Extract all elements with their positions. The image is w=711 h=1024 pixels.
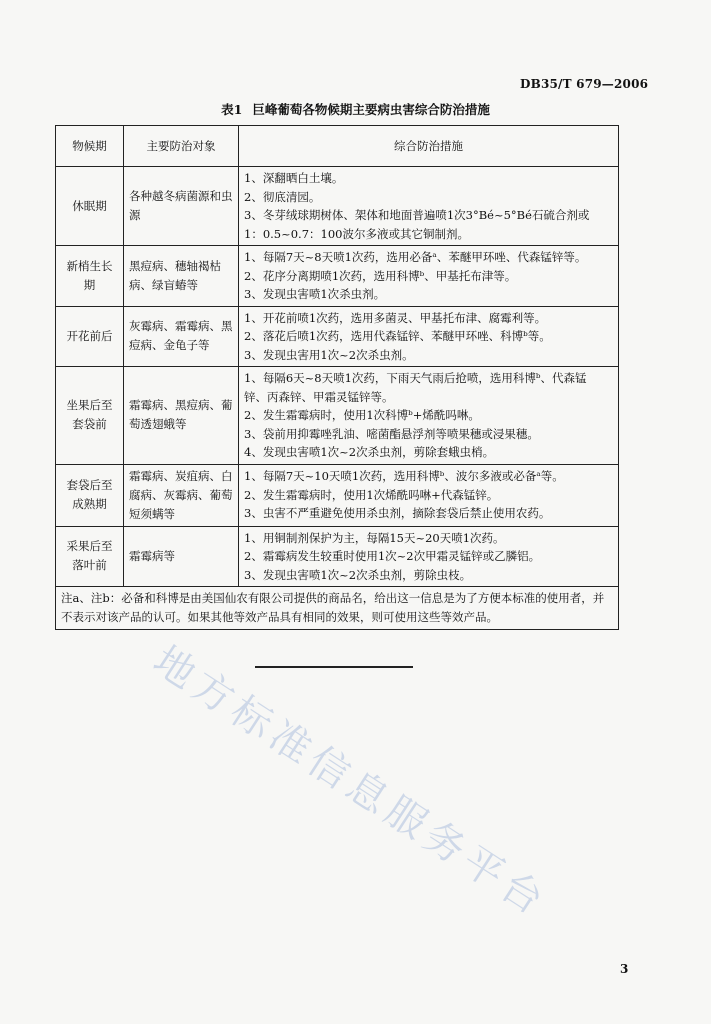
phase-cell: 采果后至落叶前	[56, 526, 124, 587]
watermark: 地方标准信息服务平台	[145, 637, 556, 927]
measure-line: 1、每隔6天~8天喷1次药，下雨天气雨后抢喷，选用科博ᵇ、代森锰	[244, 371, 587, 385]
measure-line: 1、深翻晒白土壤。	[244, 171, 344, 185]
measure-line: 锌、丙森锌、甲霜灵锰锌等。	[244, 389, 394, 404]
measure-line: 3、冬芽绒球期树体、架体和地面普遍喷1次3°Bé~5°Bé石硫合剂或	[244, 208, 590, 222]
table-number: 表1	[221, 102, 243, 117]
column-header-target: 主要防治对象	[124, 126, 239, 167]
table-title	[0, 100, 711, 118]
table-row	[56, 464, 619, 526]
table-row	[56, 246, 619, 307]
measures-cell	[239, 367, 619, 465]
phase-cell: 套袋后至成熟期	[56, 464, 124, 526]
table-row	[56, 167, 619, 246]
end-rule	[255, 666, 413, 668]
measure-line: 2、发生霜霉病时，使用1次烯酰吗啉+代森锰锌。	[244, 487, 499, 502]
control-measures-table	[55, 125, 619, 630]
measure-line: 1、每隔7天~8天喷1次药，选用必备ᵃ、苯醚甲环唑、代森锰锌等。	[244, 250, 587, 264]
measure-line: 2、花序分离期喷1次药，选用科博ᵇ、甲基托布津等。	[244, 268, 517, 283]
table-note: 注a、注b：必备和科博是由美国仙农有限公司提供的商品名，给出这一信息是为了方便本标准的使用者，并不表示对该产品的认可。如果其他等效产品具有相同的效果，则可使用这些等效产品。	[56, 587, 619, 630]
target-cell: 霜霉病等	[124, 526, 239, 587]
phase-cell: 开花前后	[56, 306, 124, 367]
target-cell: 各种越冬病菌源和虫源	[124, 167, 239, 246]
target-cell: 霜霉病、炭疽病、白腐病、灰霉病、葡萄短须螨等	[124, 464, 239, 526]
document-code: DB35/T 679—2006	[520, 77, 649, 91]
measures-cell	[239, 526, 619, 587]
note-row	[56, 587, 619, 630]
measures-cell	[239, 464, 619, 526]
measure-line: 1、用铜制剂保护为主，每隔15天~20天喷1次药。	[244, 530, 505, 545]
phase-cell: 新梢生长期	[56, 246, 124, 307]
phase-cell: 休眠期	[56, 167, 124, 246]
measure-line: 2、落花后喷1次药，选用代森锰锌、苯醚甲环唑、科博ᵇ等。	[244, 329, 551, 343]
measure-line: 3、发现虫害用1次~2次杀虫剂。	[244, 347, 414, 362]
table-row	[56, 306, 619, 367]
measure-line: 3、发现虫害喷1次~2次杀虫剂，剪除虫枝。	[244, 567, 472, 582]
column-header-measures: 综合防治措施	[239, 126, 619, 167]
measure-line: 2、发生霜霉病时，使用1次科博ᵇ+烯酰吗啉。	[244, 408, 480, 422]
target-cell: 灰霉病、霜霉病、黑痘病、金龟子等	[124, 306, 239, 367]
measure-line: 3、虫害不严重避免使用杀虫剂，摘除套袋后禁止使用农药。	[244, 506, 551, 521]
measure-line: 4、发现虫害喷1次~2次杀虫剂，剪除套蛾虫梢。	[244, 445, 495, 459]
table-title-text: 巨峰葡萄各物候期主要病虫害综合防治措施	[252, 102, 490, 117]
measure-line: 1、开花前喷1次药，选用多菌灵、甲基托布津、腐霉利等。	[244, 310, 547, 325]
measure-line: 3、袋前用抑霉唑乳油、嘧菌酯悬浮剂等喷果穗或浸果穗。	[244, 426, 539, 441]
measure-line: 2、彻底清园。	[244, 189, 321, 204]
measures-cell	[239, 167, 619, 246]
measures-cell	[239, 246, 619, 307]
measure-line: 3、发现虫害喷1次杀虫剂。	[244, 287, 386, 301]
measures-cell	[239, 306, 619, 367]
table-row	[56, 367, 619, 465]
phase-cell: 坐果后至套袋前	[56, 367, 124, 465]
page-number: 3	[620, 962, 629, 976]
measure-line: 1、每隔7天~10天喷1次药，选用科博ᵇ、波尔多液或必备ᵃ等。	[244, 469, 564, 484]
table-header-row	[56, 126, 619, 167]
target-cell: 黑痘病、穗轴褐枯病、绿盲蝽等	[124, 246, 239, 307]
measure-line: 1：0.5~0.7：100波尔多液或其它铜制剂。	[244, 226, 469, 241]
measure-line: 2、霜霉病发生较重时使用1次~2次甲霜灵锰锌或乙膦铝。	[244, 549, 541, 563]
column-header-phase: 物候期	[56, 126, 124, 167]
target-cell: 霜霉病、黑痘病、葡萄透翅蛾等	[124, 367, 239, 465]
table-row	[56, 526, 619, 587]
